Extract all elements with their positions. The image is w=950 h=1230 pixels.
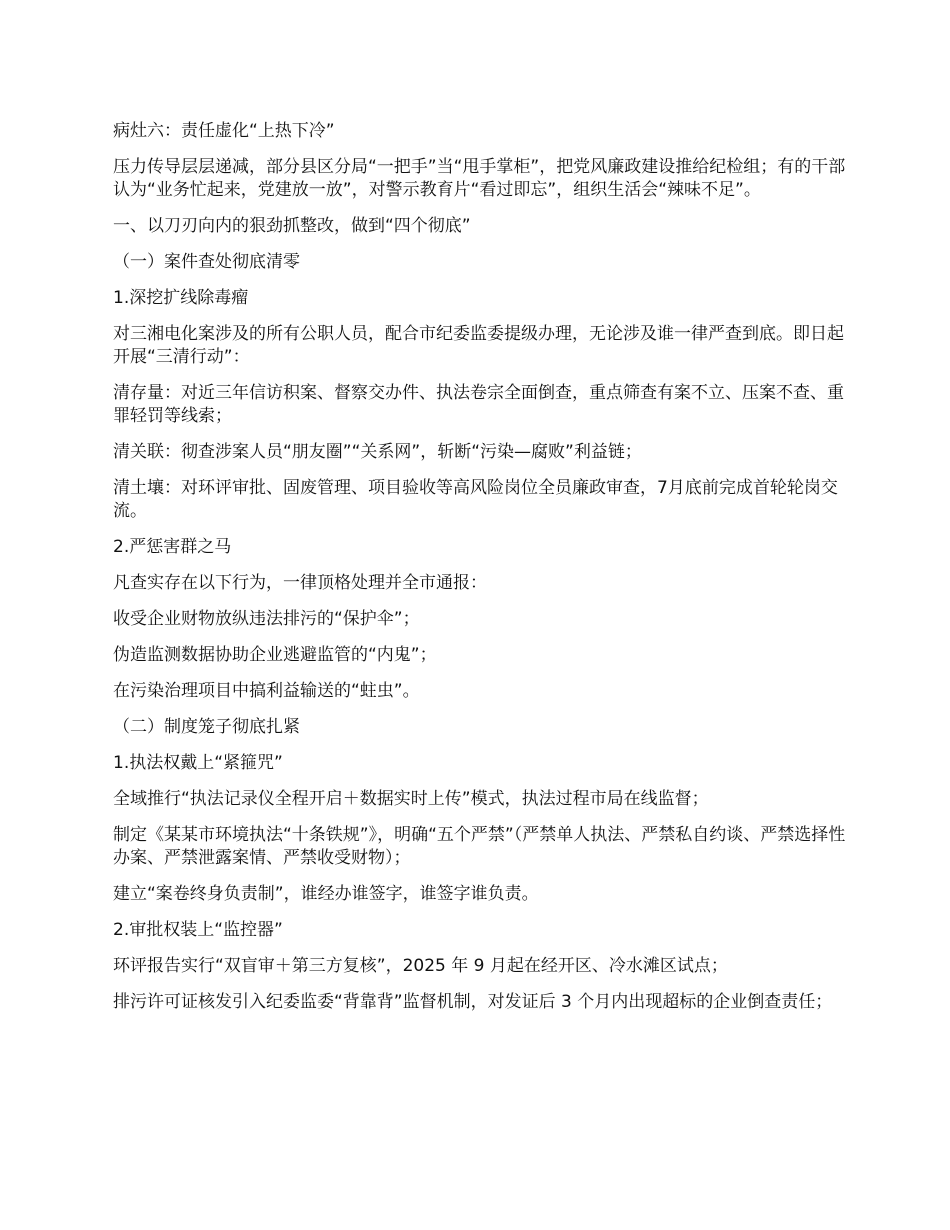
item-heading: 2.严惩害群之马	[113, 537, 232, 557]
item-heading: 1.执法权戴上“紧箍咒”	[113, 753, 283, 773]
paragraph: 全域推行“执法记录仪全程开启＋数据实时上传”模式，执法过程市局在线监督；	[113, 789, 709, 809]
paragraph: 制定《某某市环境执法“十条铁规”》，明确“五个严禁”（严禁单人执法、严禁私自约谈、严禁选择性办案、严禁泄露案情、严禁收受财物）；	[113, 825, 846, 868]
paragraph: 清土壤：对环评审批、固废管理、项目验收等高风险岗位全员廉政审查，7月底前完成首轮轮岗交流。	[113, 478, 838, 521]
section-heading: 病灶六：责任虚化“上热下冷”	[113, 121, 335, 141]
paragraph: 对三湘电化案涉及的所有公职人员，配合市纪委监委提级办理，无论涉及谁一律严查到底。即日起开展“三清行动”：	[113, 324, 844, 367]
document-page	[113, 120, 848, 1027]
paragraph: 凡查实存在以下行为，一律顶格处理并全市通报：	[113, 573, 487, 593]
paragraph: 清存量：对近三年信访积案、督察交办件、执法卷宗全面倒查，重点筛查有案不立、压案不查、重罪轻罚等线索；	[113, 383, 844, 426]
paragraph: 排污许可证核发引入纪委监委“背靠背”监督机制，对发证后 3 个月内出现超标的企业倒查责任；	[113, 992, 833, 1012]
paragraph: 清关联：彻查涉案人员“朋友圈”“关系网”，斩断“污染—腐败”利益链；	[113, 442, 642, 462]
paragraph: 压力传导层层递减，部分县区分局“一把手”当“甩手掌柜”，把党风廉政建设推给纪检组；有的干部认为“业务忙起来，党建放一放”，对警示教育片“看过即忘”，组织生活会“辣味不足”。	[113, 157, 846, 200]
section-heading: 一、以刀刃向内的狠劲抓整改，做到“四个彻底”	[113, 216, 471, 236]
subsection-heading: （一）案件查处彻底清零	[113, 252, 300, 272]
item-heading: 1.深挖扩线除毒瘤	[113, 288, 249, 308]
paragraph: 建立“案卷终身负责制”，谁经办谁签字，谁签字谁负责。	[113, 884, 539, 904]
subsection-heading: （二）制度笼子彻底扎紧	[113, 717, 300, 737]
paragraph: 收受企业财物放纵违法排污的“保护伞”；	[113, 609, 420, 629]
paragraph: 伪造监测数据协助企业逃避监管的“内鬼”；	[113, 645, 437, 665]
item-heading: 2.审批权装上“监控器”	[113, 920, 283, 940]
paragraph: 在污染治理项目中搞利益输送的“蛀虫”。	[113, 681, 420, 701]
paragraph: 环评报告实行“双盲审＋第三方复核”，2025 年 9 月起在经开区、冷水滩区试点；	[113, 956, 728, 976]
